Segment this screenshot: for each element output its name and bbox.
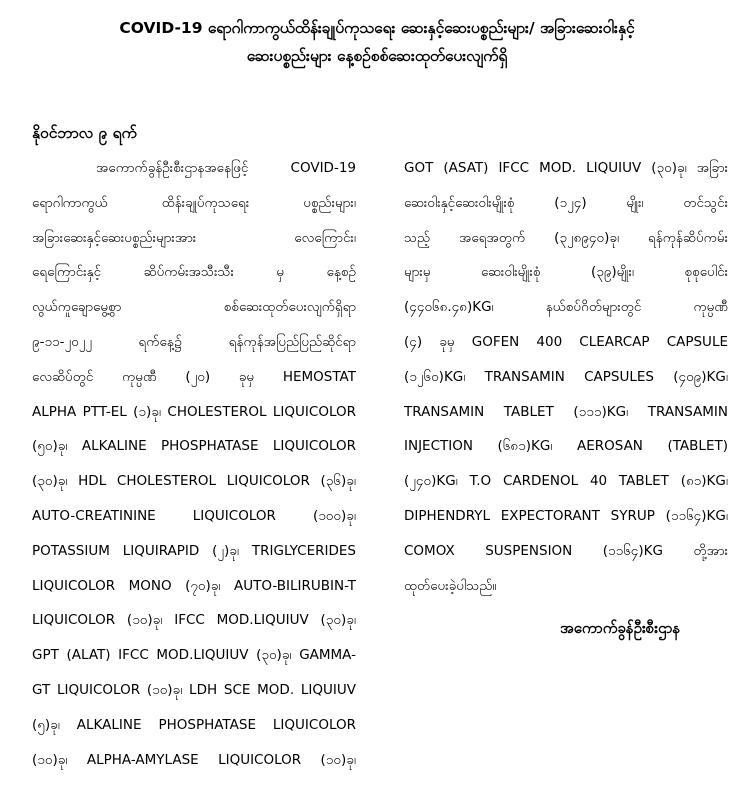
body-line: GPT (ALAT) IFCC MOD.LIQUIUV (၃၀)ခု၊ GAMMA- — [32, 647, 356, 664]
body-line: INJECTION (၆၈၁)KG၊ AEROSAN (TABLET) — [404, 438, 728, 455]
signature-department: အကောက်ခွန်ဦးစီးဌာန — [560, 619, 681, 637]
body-line: TRANSAMIN TABLET (၁၁၁)KG၊ TRANSAMIN — [404, 403, 728, 420]
body-line: လွယ်ကူချောမွေ့စွာ စစ်ဆေးထုတ်ပေးလျက်ရှိရာ — [32, 299, 356, 316]
body-line: များမှ ဆေးဝါးမျိုးစုံ (၃၉)မျိုး၊ စုစုပေါင်း — [404, 264, 728, 281]
body-line: LIQUICOLOR MONO (၇၀)ခု၊ AUTO-BILIRUBIN-T — [32, 577, 356, 594]
body-column-left — [32, 151, 356, 777]
headline — [20, 14, 734, 70]
body-line: (၁၀)ခု၊ ALPHA-AMYLASE LIQUICOLOR (၁၀)ခု၊ — [32, 751, 356, 768]
body-line: ရောဂါကာကွယ် ထိန်းချုပ်ကုသရေး ပစ္စည်းများ၊ — [32, 194, 356, 211]
body-line: GT LIQUICOLOR (၁၀)ခု၊ LDH SCE MOD. LIQUIUV — [32, 681, 356, 698]
body-column-right — [404, 151, 728, 603]
body-line: ALPHA PTT-EL (၁)ခု၊ CHOLESTEROL LIQUICOLOR — [32, 403, 356, 420]
body-line: GOT (ASAT) IFCC MOD. LIQUIUV (၃၀)ခု၊ အခြား — [404, 160, 728, 176]
body-line: ထုတ်ပေးခဲ့ပါသည်။ — [404, 577, 497, 594]
body-line: AUTO-CREATININE LIQUICOLOR (၁၀၀)ခု၊ — [32, 507, 356, 524]
body-line: အခြားဆေးနှင့်ဆေးပစ္စည်းများအား လေကြောင်း၊ — [32, 229, 356, 246]
body-line: COMOX SUSPENSION (၁၁၆၄)KG တို့အား — [404, 542, 728, 559]
body-line: (၅)ခု၊ ALKALINE PHOSPHATASE LIQUICOLOR — [32, 716, 356, 733]
body-line: (၃၀)ခု၊ HDL CHOLESTEROL LIQUICOLOR (၃၆)ခု၊ — [32, 473, 356, 490]
headline-line-1: COVID-19 ရောဂါကာကွယ်ထိန်းချုပ်ကုသရေး ဆေးနှင့်ဆေးပစ္စည်းများ/ အခြားဆေးဝါးနှင့် — [119, 19, 635, 37]
body-line: လေဆိပ်တွင် ကုမ္ပဏီ (၂၀) ခုမှ HEMOSTAT — [32, 368, 356, 385]
body-line: POTASSIUM LIQUIRAPID (၂)ခု၊ TRIGLYCERIDES — [32, 542, 356, 559]
body-line: (၄) ခုမှ GOFEN 400 CLEARCAP CAPSULE — [404, 333, 728, 350]
body-line: (၄၄၀၆၈.၄၈)KG၊ နယ်စပ်ဂိတ်များတွင် ကုမ္ပဏီ — [404, 299, 728, 316]
body-line: သည့် အရေအတွက် (၃၂၈၉၄၀)ခု၊ ရန်ကုန်ဆိပ်ကမ်း — [404, 229, 728, 246]
body-line: ရေကြောင်းနှင့် ဆိပ်ကမ်းအသီးသီး မှ နေ့စဉ် — [32, 264, 356, 281]
body-line: (၅၀)ခု၊ ALKALINE PHOSPHATASE LIQUICOLOR — [32, 438, 356, 455]
body-line: (၁၂၆၀)KG၊ TRANSAMIN CAPSULES (၄၀၉)KG၊ — [404, 368, 728, 385]
body-line: ဆေးဝါးနှင့်ဆေးဝါးမျိုးစုံ (၁၂၄) မျိုး၊ တင်သွင်း — [404, 194, 728, 211]
headline-line-2: ဆေးပစ္စည်းများ နေ့စဉ်စစ်ဆေးထုတ်ပေးလျက်ရှိ — [246, 47, 508, 65]
body-line: DIPHENDRYL EXPECTORANT SYRUP (၁၁၆၄)KG၊ — [404, 507, 728, 524]
dateline: နိုဝင်ဘာလ ၉ ရက် — [32, 124, 137, 142]
body-line: LIQUICOLOR (၁၀)ခု၊ IFCC MOD.LIQUIUV (၃၀)ခု၊ — [32, 612, 356, 629]
body-line: အကောက်ခွန်ဦးစီးဌာနအနေဖြင့် COVID-19 — [96, 160, 356, 176]
body-line: ၉-၁၁-၂၀၂၂ ရက်နေ့၌ ရန်ကုန်အပြည်ပြည်ဆိုင်ရာ — [32, 333, 356, 350]
body-line: (၂၄၀)KG၊ T.O CARDENOL 40 TABLET (၈၁)KG၊ — [404, 473, 728, 490]
